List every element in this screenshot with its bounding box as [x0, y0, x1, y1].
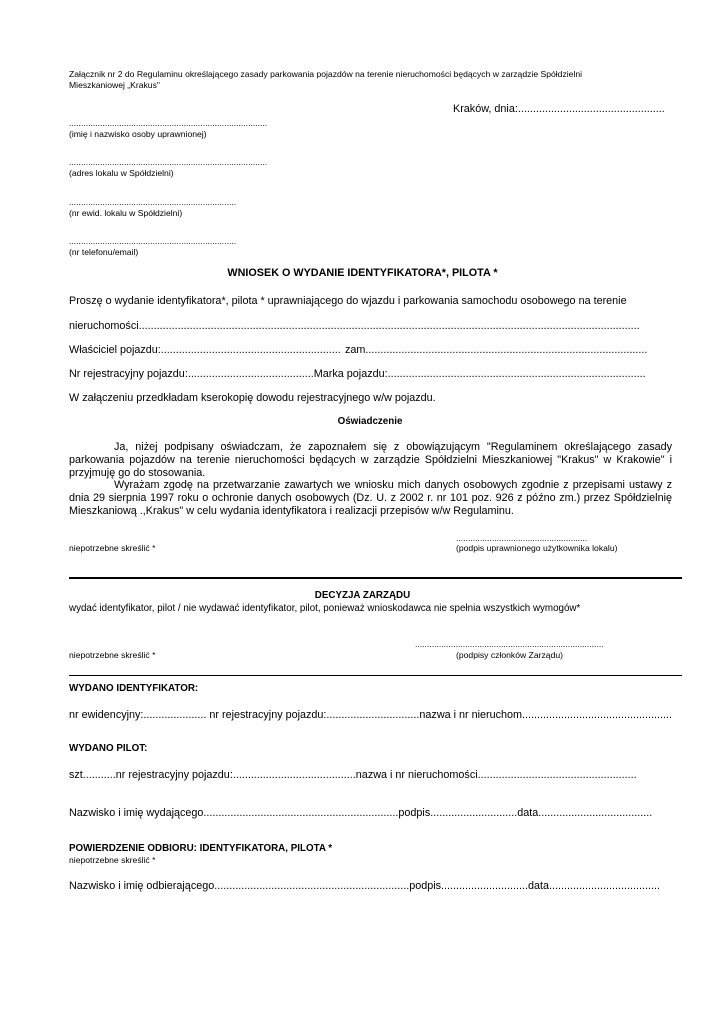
strike-note-decision: niepotrzebne skreślić *: [69, 650, 156, 660]
attachment-note-line2: Mieszkaniowej „Krakus": [69, 80, 160, 90]
issued-remote-field[interactable]: szt...........nr rejestracyjny pojazdu:.........................................nazwa i nr nieruchomości.....................................................: [69, 769, 637, 781]
issued-id-title: WYDANO IDENTYFIKATOR:: [69, 683, 199, 694]
issued-remote-title: WYDANO PILOT:: [69, 743, 148, 754]
declaration-title: Oświadczenie: [337, 416, 403, 427]
attachment-statement: W załączeniu przedkładam kserokopię dowodu rejestracyjnego w/w pojazdu.: [69, 392, 436, 404]
vehicle-owner-field[interactable]: Właściciel pojazdu:............................................................: [69, 344, 341, 356]
board-signature-label: (podpisy członków Zarządu): [456, 650, 563, 660]
place-date-field[interactable]: Kraków, dnia:.................................................: [453, 103, 665, 115]
strike-note-receipt: niepotrzebne skreślić *: [69, 855, 156, 865]
applicant-signature-label: (podpis uprawnionego użytkownika lokalu): [456, 543, 618, 553]
application-intro: Proszę o wydanie identyfikatora*, pilota * uprawniającego do wjazdu i parkowania samochodu osobowego na terenie: [69, 295, 627, 307]
receiver-signature-field[interactable]: Nazwisko i imię odbierającego.................................................................podpis.............................data.....................................: [69, 880, 661, 892]
applicant-signature-field[interactable]: .......................................................: [456, 533, 588, 543]
applicant-address-field[interactable]: ...................................................................................: [69, 157, 268, 167]
section-divider-issued: [69, 675, 682, 676]
issued-id-field[interactable]: nr ewidencyjny:..................... nr rejestracyjny pojazdu:...............................nazwa i nr nieruchom..................................................: [69, 709, 673, 721]
attachment-note-line1: Załącznik nr 2 do Regulaminu określającego zasady parkowania pojazdów na terenie nieruchomości będących w zarządzie Spółdzielni: [69, 69, 583, 79]
phone-email-field[interactable]: ......................................................................: [69, 236, 237, 246]
application-title: WNIOSEK O WYDANIE IDENTYFIKATORA*, PILOTA *: [227, 267, 498, 279]
board-signature-field[interactable]: ...............................................................................: [415, 639, 604, 649]
board-decision-title: DECYZJA ZARZĄDU: [314, 590, 411, 601]
unit-number-label: (nr ewid. lokalu w Spółdzielni): [69, 208, 183, 218]
unit-number-field[interactable]: ......................................................................: [69, 197, 237, 207]
owner-address-field[interactable]: zam..............................................................................................: [345, 344, 648, 356]
strike-note-declaration: niepotrzebne skreślić *: [69, 543, 156, 553]
board-decision-text: wydać identyfikator, pilot / nie wydawać identyfikator, pilot, ponieważ wnioskodawca nie spełnia wszystkich wymogów*: [69, 603, 581, 614]
phone-email-label: (nr telefonu/email): [69, 247, 139, 257]
property-field[interactable]: nieruchomości.......................................................................................................................................................................: [69, 320, 640, 332]
issuer-signature-field[interactable]: Nazwisko i imię wydającego.................................................................podpis.............................data......................................: [69, 807, 653, 819]
section-divider-decision: [69, 577, 682, 579]
applicant-name-label: (imię i nazwisko osoby uprawnionej): [69, 129, 207, 139]
registration-brand-field[interactable]: Nr rejestracyjny pojazdu:..........................................Marka pojazdu:......................................................................................: [69, 368, 646, 380]
receipt-title: POWIERDZENIE ODBIORU: IDENTYFIKATORA, PILOTA *: [69, 843, 333, 854]
applicant-address-label: (adres lokalu w Spółdzielni): [69, 168, 174, 178]
declaration-paragraph-1: Ja, niżej podpisany oświadczam, że zapoznałem się z obowiązującym "Regulaminem określającego zasady parkowania pojazdów na terenie nieruchomości będących w zarządzie Spółdzielni Mieszkaniowej "Krakus" w Krakowie" i przyjmuję go do stosowania.: [69, 441, 672, 479]
declaration-paragraph-2: Wyrażam zgodę na przetwarzanie zawartych we wniosku mich danych osobowych zgodnie z przepisami ustawy z dnia 29 sierpnia 1997 roku o ochronie danych osobowych (Dz. U. z 2002 r. nr 101 poz. 926 z późno zm.) przez Spółdzielnię Mieszkaniową .,Krakus" w celu wydania identyfikatora i realizacji przepisów w/w Regulaminu.: [69, 479, 672, 517]
applicant-name-field[interactable]: ...................................................................................: [69, 118, 268, 128]
